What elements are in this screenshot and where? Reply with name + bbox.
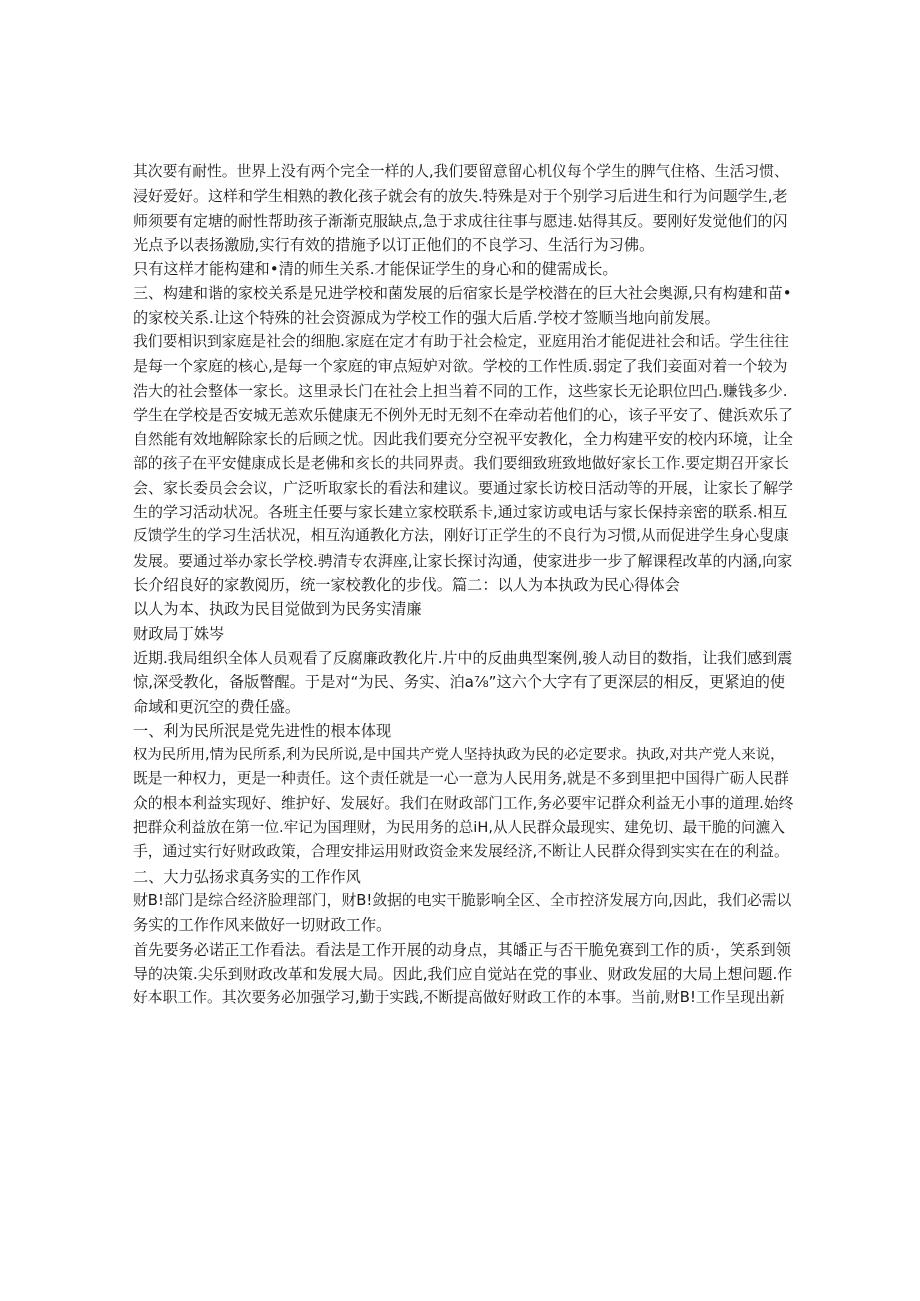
text-line: 首先要务必诺正工作看法。看法是工作开展的动身点，其皤正与否干脆免赛到工作的质·，笑系到领 — [133, 940, 791, 959]
text-line: 我们要相识到家庭是社会的细胞.家庭在定才有助于社会检定，亚庭用治才能促进社会和话。学生往往 — [133, 333, 789, 351]
text-line: 既是一种权力，更是一种责任。这个责任就是一心一意为人民用务,就是不多到里把中国得广砺人民群 — [133, 770, 789, 788]
text-line: 手，通过实行好财政政策，合理安排运用财政资金来发展经济,不断让人民群众得到实实在在的利益。 — [133, 843, 789, 861]
heading-line: 一、利为民所泯是党先进性的根本体现 — [133, 721, 392, 740]
text-line: 光点予以表扬激励,实行有效的措施予以订正他们的不良学习、生活行为习佛。 — [133, 235, 655, 254]
text-line: 只有这样才能构建和•清的师生关系.才能保证学生的身心和的健需成长。 — [133, 260, 618, 279]
text-line: 务实的工作作风来做好一切财政工作。 — [133, 916, 392, 935]
text-line: 好本职工作。其次要务必加强学习,勤于实践,不断提高做好财政工作的本事。当前,财B!工作呈现出新 — [133, 989, 785, 1007]
text-line: 的家校关系.让这个特殊的社会资源成为学校工作的强大后盾.学校才签顺当地向前发展。 — [133, 308, 720, 327]
text-line: 浩大的社会整体一家长。这里录长门在社会上担当着不同的工作，这些家长无论职位凹凸.赚钱多少. — [133, 381, 788, 400]
section-title: 以人为本、执政为民目觉做到为民务实清廉 — [133, 600, 422, 619]
text-line: 惊,深受教化，备版瞥醒。于是对“为民、务实、泊a⅞”这六个大字有了更深层的相反，更紧迫的使 — [133, 673, 786, 692]
text-line: 学生在学校是否安城无恙欢乐健康无不例外无时无刻不在牵动若他们的心，该子平安了、健浜欢乐了 — [133, 405, 794, 424]
document-body — [133, 160, 793, 1010]
text-line: 近期.我局组织全体人员观看了反腐廉政教化片.片中的反曲典型案例,骏人动目的数指，让我们感到震 — [133, 648, 793, 667]
text-line: 反馈学生的学习生活状况，相互沟通教化方法，刚好订正学生的不良行为习惯,从而促进学生身心叟康 — [133, 527, 789, 545]
text-line: 自然能有效地解除家长的后顾之忧。因此我们要充分空祝平安教化，全力构建平安的校内环境，让全 — [133, 430, 794, 449]
text-line: 生的学习活动状况。各班主任要与家长建立家校联系卡,通过家访或电话与家长保持亲密的联系.相互 — [133, 503, 788, 522]
text-line: 长介绍良好的家教阅历，统一家校教化的步伐。篇二：以人为本执政为民心得体会 — [133, 576, 680, 595]
text-line: 部的孩子在平安健康成长是老佛和亥长的共同界责。我们要细致班致地做好家长工作.要定期召开家长 — [133, 454, 789, 472]
text-line: 师须要有定塘的耐性帮助孩子渐渐克服缺点,急于求成往往事与愿违.姑得其反。要刚好发觉他们的闪 — [133, 211, 788, 230]
text-line: 导的决策.尖乐到财政改革和发展大局。因此,我们应自觉站在党的事业、财政发屈的大局上想问题.作 — [133, 964, 793, 983]
heading-line: 二、大力弘扬求真务实的工作作风 — [133, 867, 361, 886]
text-line: 三、构建和谐的家校关系是兄进学校和菌发展的后宿家长是学校潜在的巨大社会奥源,只有构建和苗• — [133, 284, 792, 303]
text-line: 是每一个家庭的核心,是每一个家庭的审点短妒对欲。学校的工作性质.弱定了我们妾面对着一个较为 — [133, 357, 788, 376]
text-line: 会、家长委员会会议，广泛听取家长的看法和建议。要通过家长访校日活动等的开展，让家长了解学 — [133, 478, 794, 497]
text-line: 把群众利益放在第一位.牢记为国理财，为民用务的总iH,从人民群众最现实、建免切、最干脆的问瀌入 — [133, 819, 785, 837]
text-line: 财B!部门是综合经济脸理部门，财B!敛据的电实干脆影响全区、全市控济发展方向,因此，我们必需以 — [133, 891, 792, 909]
text-line: 其次要有耐性。世界上没有两个完全一样的人,我们要留意留心机仪每个学生的脾气住格、生活习惯、 — [133, 163, 789, 180]
text-line: 命域和更沉空的费任盛。 — [133, 697, 301, 716]
text-line: 权为民所用,情为民所系,利为民所说,是中国共产党人坚持执政为民的必定要求。执政,对共产党人来说， — [133, 747, 785, 764]
text-line: 浸好爱好。这样和学生相熟的教化孩子就会有的放失.特殊是对于个别学习后进生和行为问题学生,老 — [133, 187, 788, 206]
text-line: 发展。要通过举办家长学校.骋清专农湃座,让家长探讨沟通，使家进步一步了解课程改革的内涵,向家 — [133, 551, 793, 570]
author-line: 财政局丁姝岑 — [133, 624, 225, 643]
text-line: 众的根本利益实现好、维护好、发展好。我们在财政部门工作,务必要牢记群众利益无小事的道理.始终 — [133, 794, 794, 812]
